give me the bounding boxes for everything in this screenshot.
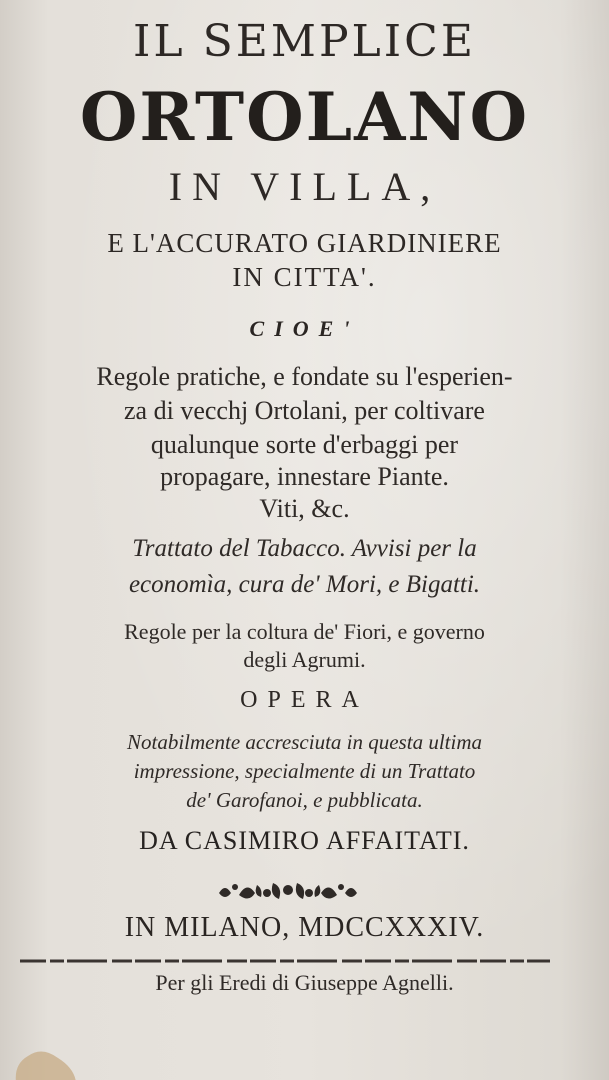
title-line-1: IL SEMPLICE bbox=[133, 16, 476, 67]
imprint-printer: Per gli Eredi di Giuseppe Agnelli. bbox=[155, 970, 454, 995]
description-line: za di vecchj Ortolani, per coltivare bbox=[124, 396, 485, 425]
paper-stain bbox=[14, 1042, 78, 1080]
imprint-city-date: IN MILANO, MDCCXXXIV. bbox=[124, 912, 485, 943]
description-line: propagare, innestare Piante. bbox=[160, 462, 449, 491]
flowers-line: Regole per la coltura de' Fiori, e governo bbox=[124, 619, 485, 644]
title-line-2: ORTOLANO bbox=[79, 78, 530, 156]
floral-ornament-icon bbox=[213, 873, 363, 907]
description-line: Viti, &c. bbox=[259, 494, 350, 523]
title-line-5: IN CITTA'. bbox=[232, 262, 377, 292]
opera-heading: OPERA bbox=[240, 687, 369, 713]
tobacco-line: economìa, cura de' Mori, e Bigatti. bbox=[128, 571, 481, 598]
notice-line: impressione, specialmente di un Trattato bbox=[133, 759, 476, 783]
title-line-3: IN VILLA, bbox=[168, 164, 441, 209]
tobacco-line: Trattato del Tabacco. Avvisi per la bbox=[132, 535, 477, 562]
title-line-4: E L'ACCURATO GIARDINIERE bbox=[107, 228, 502, 258]
cioe-heading: CIOE' bbox=[249, 316, 360, 341]
decorative-rule bbox=[20, 956, 550, 966]
notice-line: de' Garofanoi, e pubblicata. bbox=[186, 788, 423, 812]
flowers-line: degli Agrumi. bbox=[243, 647, 366, 672]
notice-line: Notabilmente accresciuta in questa ultima bbox=[126, 730, 482, 754]
description-line: qualunque sorte d'erbaggi per bbox=[150, 430, 459, 459]
description-line: Regole pratiche, e fondate su l'esperien- bbox=[96, 362, 513, 391]
author-line: DA CASIMIRO AFFAITATI. bbox=[139, 826, 470, 855]
